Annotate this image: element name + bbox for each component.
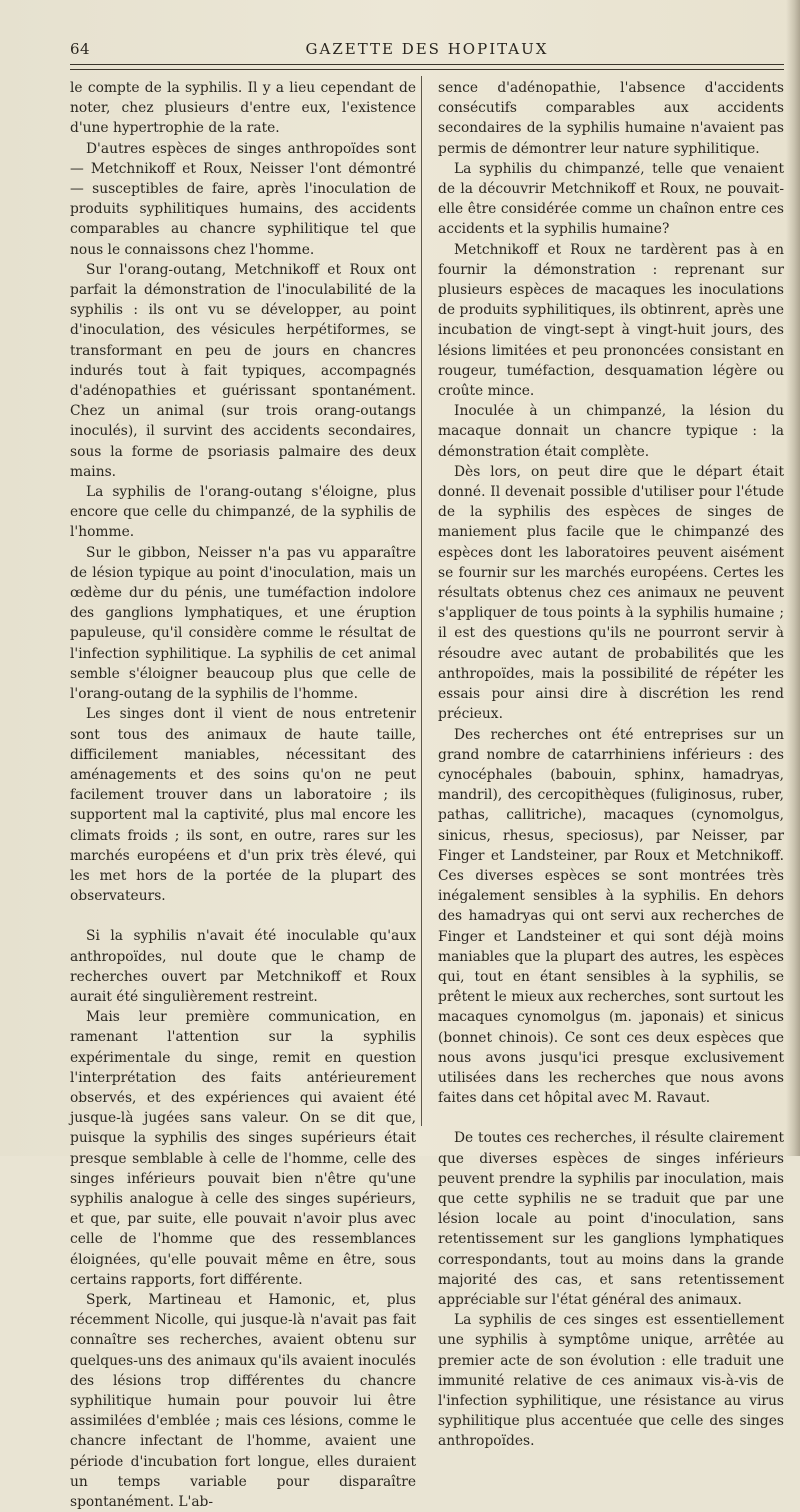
journal-title: GAZETTE DES HOPITAUX <box>305 40 549 58</box>
paragraph: De toutes ces recherches, il résulte clairement que diverses espèces de singes inférieurs peuvent prendre la syphilis par inoculation, mais que cette syphilis ne se traduit que par une lésion locale au point d'inoculation, sans retentissement sur les ganglions lymphatiques correspondants, tout au moins dans la grande majorité des cas, et sans retentissement appréciable sur l'état général des animaux. <box>438 1130 784 1308</box>
paragraph: La syphilis du chimpanzé, telle que venaient de la découvrir Metchnikoff et Roux, ne pouvait-elle être considérée comme un chaînon entre ces accidents et la syphilis humaine? <box>438 160 784 238</box>
paragraph: Sur l'orang-outang, Metchnikoff et Roux ont parfait la démonstration de l'inoculabilité de la syphilis : ils ont vu se développer, au point d'inoculation, des vésicules herpétiformes, se transformant en peu de jours en chancres indurés tout à fait typiques, accompagnés d'adénopathies et guérissant spontanément. Chez un animal (sur trois orang-outangs inoculés), il survint des accidents secondaires, sous la forme de psoriasis palmaire des deux mains. <box>70 261 416 480</box>
left-column <box>70 78 416 1512</box>
paragraph: Sperk, Martineau et Hamonic, et, plus récemment Nicolle, qui jusque-là n'avait pas fait connaître ses recherches, avaient obtenu sur quelques-uns des animaux qu'ils avaient inoculés des lésions trop différentes du chancre syphilitique humain pour pouvoir lui être assimilées d'emblée ; mais ces lésions, comme le chancre infectant de l'homme, avaient une période d'incubation fort longue, elles duraient un temps variable pour disparaître spontanément. L'ab- <box>70 1291 416 1511</box>
paragraph: Metchnikoff et Roux ne tardèrent pas à en fournir la démonstration : reprenant sur plusieurs espèces de macaques les inoculations de produits syphilitiques, ils obtinrent, après une incubation de vingt-sept à vingt-huit jours, des lésions limitées et peu prononcées consistant en rougeur, tuméfaction, desquamation légère ou croûte mince. <box>438 241 784 400</box>
header-rule <box>70 64 784 70</box>
paragraph: Dès lors, on peut dire que le départ était donné. Il devenait possible d'utiliser pour l'étude de la syphilis des espèces de singes de maniement plus facile que le chimpanzé des espèces dont les laboratoires peuvent aisément se fournir sur les marchés européens. Certes les résultats obtenus chez ces animaux ne peuvent s'appliquer de tous points à la syphilis humaine ; il est des questions qu'ils ne pourront servir à résoudre avec autant de probabilités que les anthropoïdes, mais la possibilité de répéter les essais pour ainsi dire à discrétion les rend précieux. <box>438 463 784 723</box>
paragraph: Des recherches ont été entreprises sur un grand nombre de catarrhiniens inférieurs : des cynocéphales (babouin, sphinx, hamadryas, mandril), des cercopithèques (fuliginosus, ruber, pathas, callitriche), macaques (cynomolgus, sinicus, rhesus, speciosus), par Neisser, par Finger et Landsteiner, par Roux et Metchnikoff. Ces diverses espèces se sont montrées très inégalement sensibles à la syphilis. En dehors des hamadryas qui ont servi aux recherches de Finger et Landsteiner et qui sont déjà moins maniables que la plupart des autres, les espèces qui, tout en étant sensibles à la syphilis, se prêtent le mieux aux recherches, sont surtout les macaques cynomolgus (m. japonais) et sinicus (bonnet chinois). Ce sont ces deux espèces que nous avons jusqu'ici presque exclusivement utilisées dans les recherches que nous avons faites dans cet hôpital avec M. Ravaut. <box>438 726 784 1107</box>
page-edge-shadow <box>786 0 800 1156</box>
paragraph: Mais leur première communication, en ramenant l'attention sur la syphilis expérimentale du singe, remit en question l'interprétation des faits antérieurement observés, et des expériences qui avaient été jusque-là jugées sans valeur. On se dit que, puisque la syphilis des singes supérieurs était presque semblable à celle de l'homme, celle des singes inférieurs pouvait bien n'être qu'une syphilis analogue à celle des singes supérieurs, et que, par suite, elle pouvait n'avoir plus avec celle de l'homme que des ressemblances éloignées, qu'elle pouvait même en être, sous certains rapports, fort différente. <box>70 1009 416 1288</box>
paragraph: sence d'adénopathie, l'absence d'accidents consécutifs comparables aux accidents secondaires de la syphilis humaine n'avaient pas permis de démontrer leur nature syphilitique. <box>438 80 784 157</box>
paragraph: Les singes dont il vient de nous entretenir sont tous des animaux de haute taille, difficilement maniables, nécessitant des aménagements et des soins qu'on ne peut facilement trouver dans un laboratoire ; ils supportent mal la captivité, plus mal encore les climats froids ; ils sont, en outre, rares sur les marchés européens et d'un prix très élevé, qui les met hors de la portée de la plupart des observateurs. <box>70 706 416 905</box>
paragraph: La syphilis de l'orang-outang s'éloigne, plus encore que celle du chimpanzé, de la syphilis de l'homme. <box>70 484 416 541</box>
right-column <box>438 78 784 1452</box>
paragraph: La syphilis de ces singes est essentiellement une syphilis à symptôme unique, arrêtée au premier acte de son évolution : elle traduit une immunité relative de ces animaux vis-à-vis de l'infection syphilitique, une résistance au virus syphilitique plus accentuée que celle des singes anthropoïdes. <box>438 1312 784 1450</box>
paragraph: le compte de la syphilis. Il y a lieu cependant de noter, chez plusieurs d'entre eux, l'existence d'une hypertrophie de la rate. <box>70 80 416 137</box>
paragraph: Inoculée à un chimpanzé, la lésion du macaque donnait un chancre typique : la démonstration était complète. <box>438 403 784 460</box>
paragraph: D'autres espèces de singes anthropoïdes sont — Metchnikoff et Roux, Neisser l'ont démontré — susceptibles de faire, après l'inoculation de produits syphilitiques humains, des accidents comparables au chancre syphilitique tel que nous le connaissons chez l'homme. <box>70 140 416 258</box>
page-header <box>70 40 784 62</box>
paragraph: Sur le gibbon, Neisser n'a pas vu apparaître de lésion typique au point d'inoculation, mais un œdème dur du pénis, une tuméfaction indolore des ganglions lymphatiques, et une éruption papuleuse, qu'il considère comme le résultat de l'infection syphilitique. La syphilis de cet animal semble s'éloigner beaucoup plus que celle de l'orang-outang de la syphilis de l'homme. <box>70 544 416 703</box>
column-divider <box>421 76 422 1126</box>
paragraph: Si la syphilis n'avait été inoculable qu'aux anthropoïdes, nul doute que le champ de recherches ouvert par Metchnikoff et Roux aurait été singulièrement restreint. <box>70 928 416 1005</box>
page-number: 64 <box>70 40 91 58</box>
